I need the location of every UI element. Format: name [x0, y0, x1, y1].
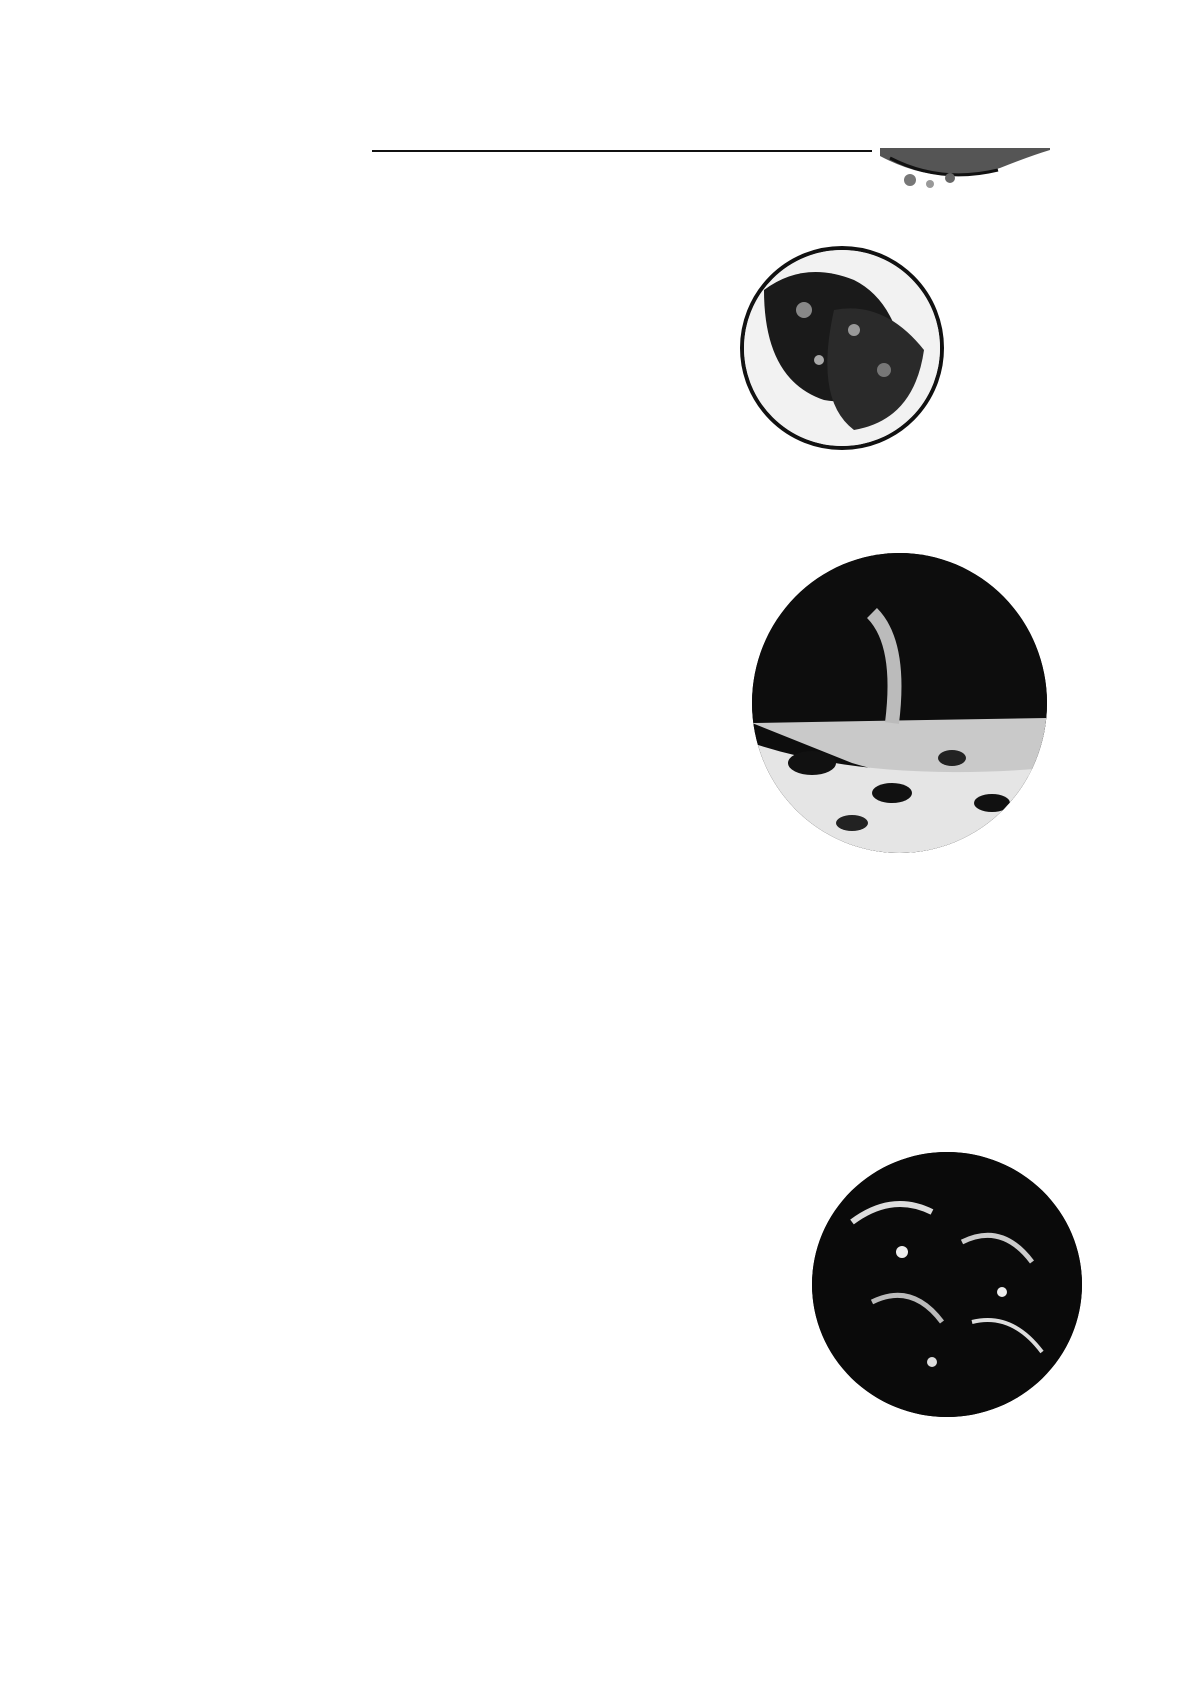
pizza-photo-2: [812, 1152, 1082, 1417]
plate-corner-image: [880, 148, 1050, 208]
bruschetta-photo: [740, 246, 944, 450]
pizza-photo-1: [752, 553, 1047, 853]
top-rule: [372, 150, 872, 152]
